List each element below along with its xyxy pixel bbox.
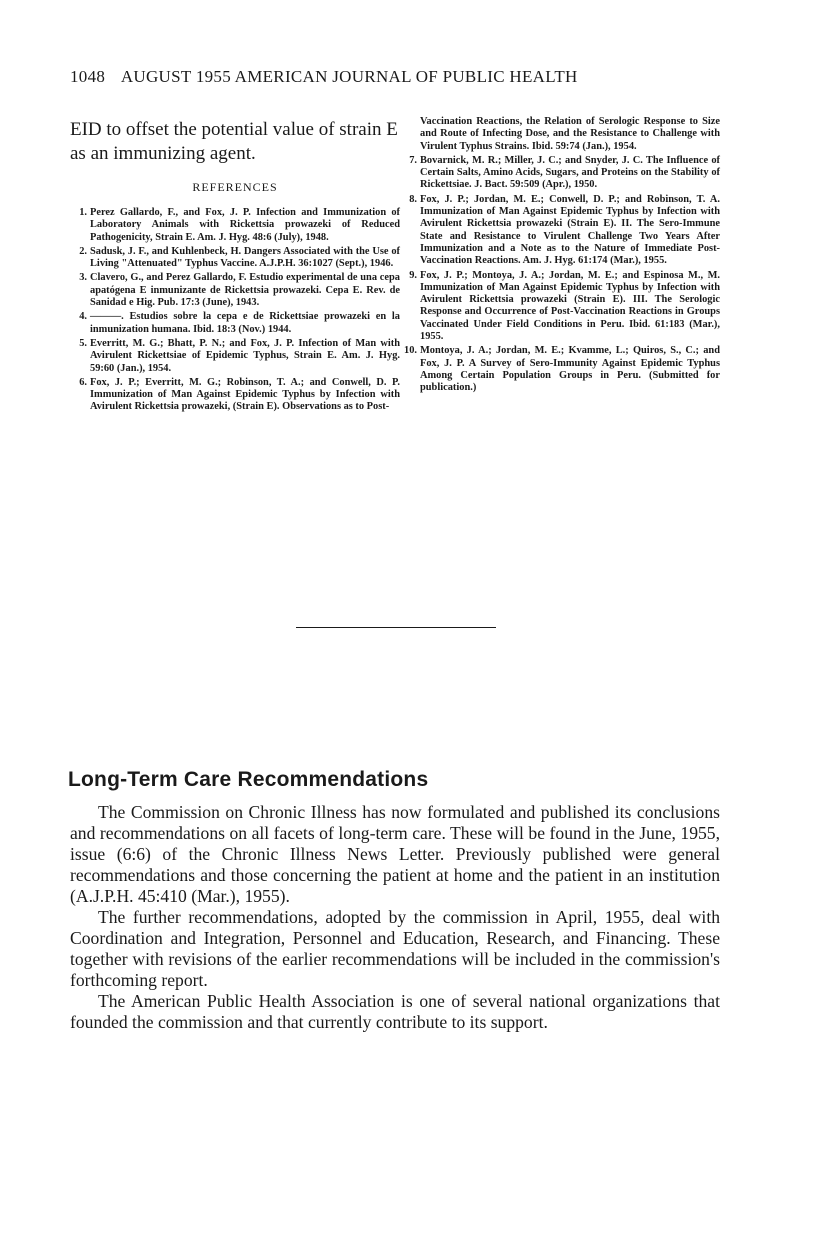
notice-paragraph: The further recommendations, adopted by the commission in April, 1955, deal with Coordination and Integration, Personnel and Education, Research, and Financing. These together with revisions of the earlier recommendations will be included in the commission's forthcoming report.: [70, 907, 720, 990]
reference-item: 5. Everritt, M. G.; Bhatt, P. N.; and Fox, J. P. Infection of Man with Avirulent Rickettsiae of Epidemic Typhus, Strain E. Am. J. Hyg. 59:60 (Jan.), 1954.: [79, 337, 400, 374]
references-list-left: [70, 207, 400, 414]
notice-title: Long-Term Care Recommendations: [68, 768, 429, 791]
references-heading: REFERENCES: [192, 180, 278, 194]
references-list-right: [400, 155, 720, 395]
right-column: [400, 116, 720, 397]
reference-item: 7. Bovarnick, M. R.; Miller, J. C.; and Snyder, J. C. The Influence of Certain Salts, Amino Acids, Sugars, and Proteins on the Stability of Rickettsiae. J. Bact. 59:509 (Apr.), 1950.: [409, 154, 720, 191]
article-lead-text: EID to offset the potential value of strain E as an immunizing agent.: [70, 119, 398, 164]
reference-item: 9. Fox, J. P.; Montoya, J. A.; Jordan, M. E.; and Espinosa M., M. Immunization of Man Against Epidemic Typhus by Infection with Avirulent Rickettsia prowazeki (Strain E). III. The Serologic Response and Occurrence of Post-Vaccination Reactions in Groups Vaccinated Under Field Conditions in Peru. Ibid. 61:183 (Mar.), 1955.: [409, 269, 720, 343]
section-divider: [296, 627, 496, 628]
running-title: AUGUST 1955 AMERICAN JOURNAL OF PUBLIC HEALTH: [120, 67, 578, 86]
left-column: [70, 118, 400, 416]
reference-item: 4. ———. Estudios sobre la cepa e de Rickettsiae prowazeki en la inmunization humana. Ibid. 18:3 (Nov.) 1944.: [79, 311, 400, 335]
notice-body: [70, 802, 720, 1033]
reference-item: 3. Clavero, G., and Perez Gallardo, F. Estudio experimental de una cepa apatógena E inmunizante de Rickettsia prowazeki. Cepa E. Rev. de Sanidad e Hig. Pub. 17:3 (June), 1943.: [79, 272, 400, 309]
reference-continuation: Vaccination Reactions, the Relation of Serologic Response to Size and Route of Infecting Dose, and the Resistance to Challenge with Virulent Typhus Strains. Ibid. 59:74 (Jan.), 1954.: [420, 116, 720, 152]
reference-item: 10. Montoya, J. A.; Jordan, M. E.; Kvamme, L.; Quiros, S., C.; and Fox, J. P. A Survey of Sero-Immunity Against Epidemic Typhus Among Certain Population Groups in Peru. (Submitted for publication.): [404, 345, 720, 394]
reference-item: 6. Fox, J. P.; Everritt, M. G.; Robinson, T. A.; and Conwell, D. P. Immunization of Man Against Epidemic Typhus by Infection with Avirulent Rickettsia prowazeki, (Strain E). Observations as to Post-: [79, 376, 400, 413]
reference-item: 8. Fox, J. P.; Jordan, M. E.; Conwell, D. P.; and Robinson, T. A. Immunization of Man Against Epidemic Typhus by Infection with Avirulent Rickettsia prowazeki (Strain E). II. The Sero-Immune State and Resistance to Virulent Challenge Two Years After Immunization and a Note as to the Nature of Immediate Post-Vaccination Reactions. Am. J. Hyg. 61:174 (Mar.), 1955.: [409, 193, 720, 267]
notice-paragraph: The American Public Health Association is one of several national organizations that founded the commission and that currently contribute to its support.: [70, 991, 720, 1032]
notice-paragraph: The Commission on Chronic Illness has now formulated and published its conclusions and recommendations on all facets of long-term care. These will be found in the June, 1955, issue (6:6) of the Chronic Illness News Letter. Previously published were general recommendations and those concerning the patient at home and the patient in an institution (A.J.P.H. 45:410 (Mar.), 1955).: [70, 802, 720, 906]
running-header: [70, 67, 770, 87]
page-number: 1048: [70, 67, 106, 86]
reference-item: 2. Sadusk, J. F., and Kuhlenbeck, H. Dangers Associated with the Use of Living "Attenuated" Typhus Vaccine. A.J.P.H. 36:1027 (Sept.), 1946.: [79, 245, 400, 270]
reference-item: 1. Perez Gallardo, F., and Fox, J. P. Infection and Immunization of Laboratory Animals with Rickettsia prowazeki of Reduced Pathogenicity, Strain E. Am. J. Hyg. 48:6 (July), 1948.: [79, 207, 400, 243]
